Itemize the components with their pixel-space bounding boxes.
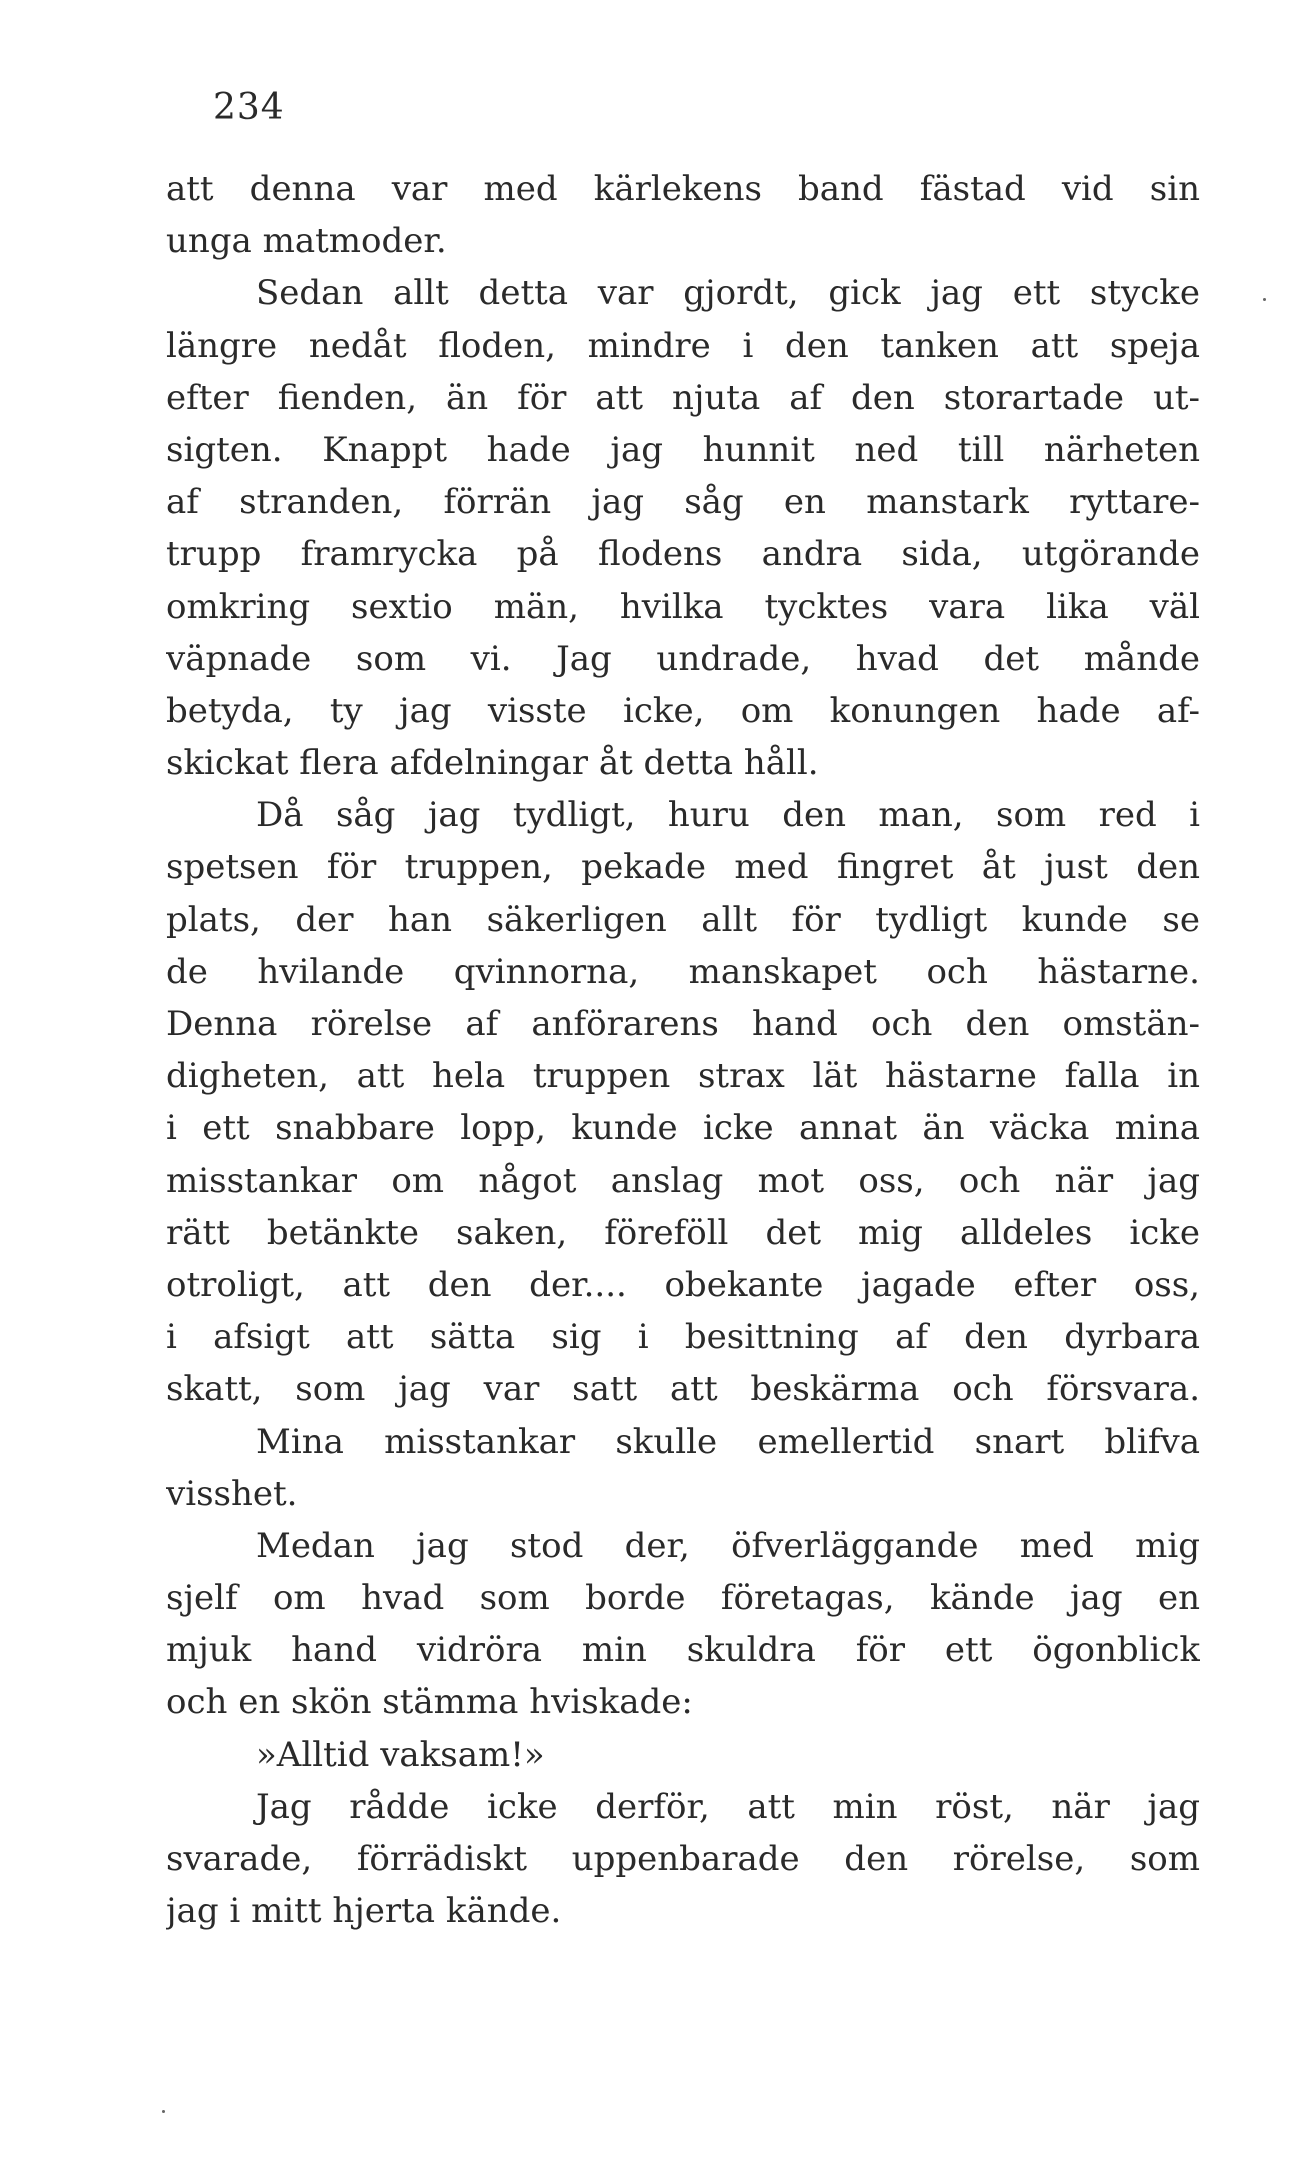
text-line: Då såg jag tydligt, huru den man, som red i <box>256 795 1200 836</box>
text-line: »Alltid vaksam!» <box>256 1734 545 1775</box>
text-line: spetsen för truppen, pekade med fingret åt just den <box>166 847 1200 888</box>
print-speck <box>1263 298 1266 301</box>
print-speck <box>162 2110 165 2113</box>
text-line: i afsigt att sätta sig i besittning af den dyrbara <box>166 1317 1200 1358</box>
text-line: betyda, ty jag visste icke, om konungen hade af- <box>166 690 1200 731</box>
text-line: sigten. Knappt hade jag hunnit ned till närheten <box>166 429 1200 470</box>
text-line: jag i mitt hjerta kände. <box>166 1891 562 1932</box>
text-line: omkring sextio män, hvilka tycktes vara lika väl <box>166 586 1200 627</box>
text-line: i ett snabbare lopp, kunde icke annat än väcka mina <box>166 1108 1200 1149</box>
text-line: svarade, förrädiskt uppenbarade den rörelse, som <box>166 1839 1200 1879</box>
text-line: visshet. <box>166 1473 298 1514</box>
text-line: Mina misstankar skulle emellertid snart blifva <box>256 1421 1200 1462</box>
text-line: sjelf om hvad som borde företagas, kände jag en <box>166 1578 1200 1619</box>
text-line: och en skön stämma hviskade: <box>166 1682 693 1723</box>
text-line: Jag rådde icke derför, att min röst, när jag <box>256 1786 1200 1827</box>
text-line: de hvilande qvinnorna, manskapet och hästarne. <box>166 951 1200 992</box>
text-line: Denna rörelse af anförarens hand och den omstän- <box>166 1004 1200 1044</box>
text-line: af stranden, förrän jag såg en manstark ryttare- <box>166 482 1200 523</box>
text-line: unga matmoder. <box>166 221 447 262</box>
text-line: Medan jag stod der, öfverläggande med mig <box>256 1525 1200 1566</box>
text-line: mjuk hand vidröra min skuldra för ett ögonblick <box>166 1630 1200 1671</box>
text-line: otroligt, att den der.... obekante jagade efter oss, <box>166 1264 1200 1305</box>
text-line: längre nedåt floden, mindre i den tanken att speja <box>166 325 1200 366</box>
text-line: att denna var med kärlekens band fästad vid sin <box>166 169 1200 209</box>
text-line: Sedan allt detta var gjordt, gick jag ett stycke <box>256 273 1200 314</box>
body-text <box>166 163 1200 1937</box>
text-line: trupp framrycka på flodens andra sida, utgörande <box>166 534 1200 575</box>
text-line: digheten, att hela truppen strax lät hästarne falla in <box>166 1056 1200 1097</box>
text-line: skickat flera afdelningar åt detta håll. <box>166 743 819 784</box>
text-line: plats, der han säkerligen allt för tydligt kunde se <box>166 899 1200 940</box>
text-line: misstankar om något anslag mot oss, och när jag <box>166 1160 1200 1201</box>
text-line: skatt, som jag var satt att beskärma och försvara. <box>166 1369 1200 1410</box>
text-line: efter fienden, än för att njuta af den storartade ut- <box>166 377 1200 418</box>
page-number: 234 <box>213 87 285 128</box>
text-line: väpnade som vi. Jag undrade, hvad det månde <box>166 638 1200 679</box>
text-line: rätt betänkte saken, föreföll det mig alldeles icke <box>166 1212 1200 1253</box>
